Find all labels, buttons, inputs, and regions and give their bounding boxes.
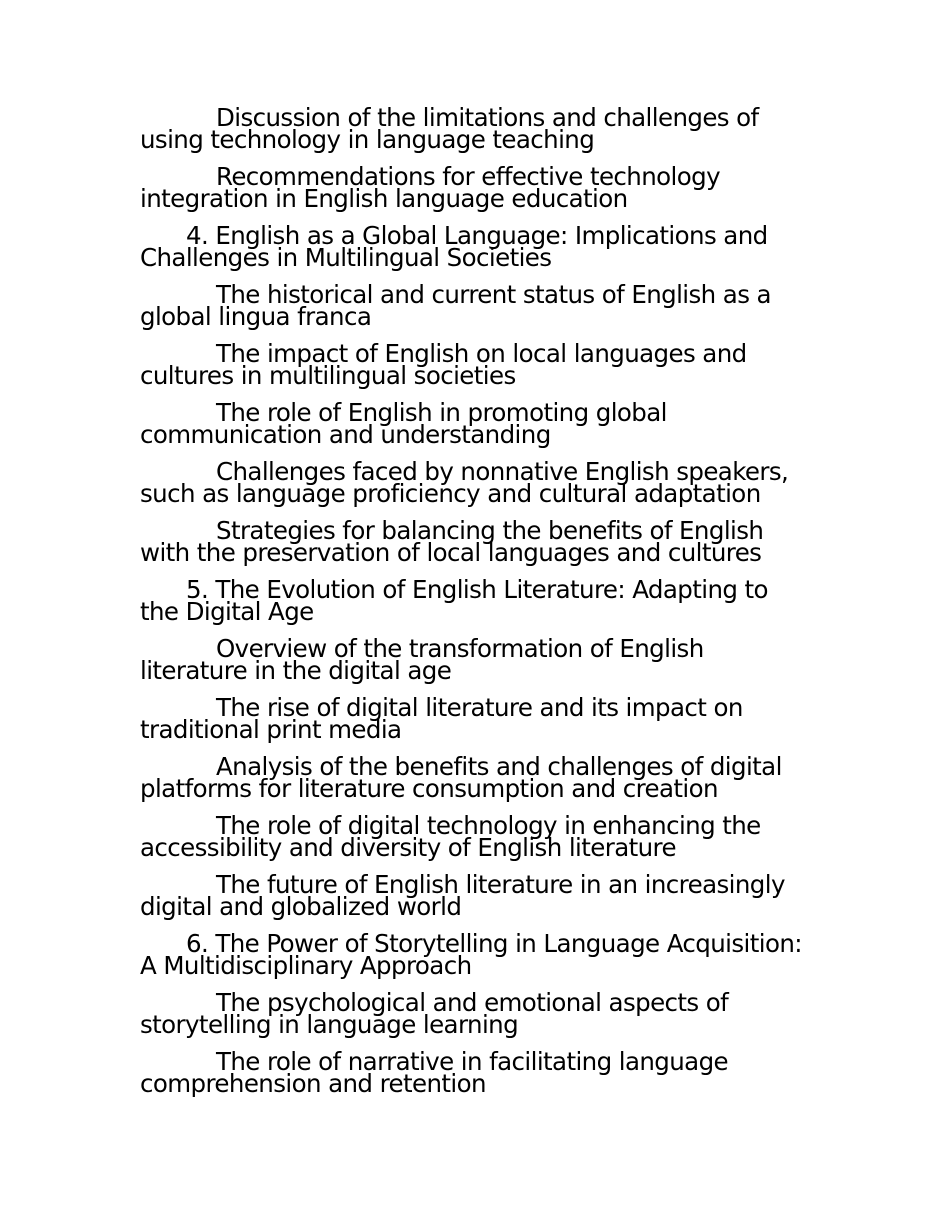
paragraph-english-role: The role of English in promoting global communication and understanding (140, 398, 667, 449)
paragraph-digital-literature-rise: The rise of digital literature and its impact on traditional print media (140, 693, 743, 744)
section-heading-5: 5. The Evolution of English Literature: Adapting to the Digital Age (140, 575, 768, 626)
paragraph-digital-platforms-analysis: Analysis of the benefits and challenges of digital platforms for literature consumption and creation (140, 752, 782, 803)
paragraph-storytelling-psychology: The psychological and emotional aspects of storytelling in language learning (140, 988, 729, 1039)
paragraph-balancing-strategies: Strategies for balancing the benefits of English with the preservation of local languages and cultures (140, 516, 764, 567)
section-heading-6: 6. The Power of Storytelling in Language Acquisition: A Multidisciplinary Approach (140, 929, 802, 980)
paragraph-narrative-role: The role of narrative in facilitating language comprehension and retention (140, 1047, 729, 1098)
paragraph-tech-limitations: Discussion of the limitations and challenges of using technology in language teaching (140, 103, 759, 154)
paragraph-literature-future: The future of English literature in an increasingly digital and globalized world (140, 870, 785, 921)
paragraph-english-impact: The impact of English on local languages and cultures in multilingual societies (140, 339, 747, 390)
paragraph-literature-overview: Overview of the transformation of English literature in the digital age (140, 634, 704, 685)
paragraph-tech-recommendations: Recommendations for effective technology integration in English language education (140, 162, 720, 213)
paragraph-nonnative-challenges: Challenges faced by nonnative English speakers, such as language proficiency and cultural adaptation (140, 457, 789, 508)
section-heading-4: 4. English as a Global Language: Implications and Challenges in Multilingual Societies (140, 221, 768, 272)
document-body (140, 103, 805, 1110)
paragraph-english-status: The historical and current status of English as a global lingua franca (140, 280, 771, 331)
paragraph-digital-accessibility: The role of digital technology in enhancing the accessibility and diversity of English literature (140, 811, 761, 862)
